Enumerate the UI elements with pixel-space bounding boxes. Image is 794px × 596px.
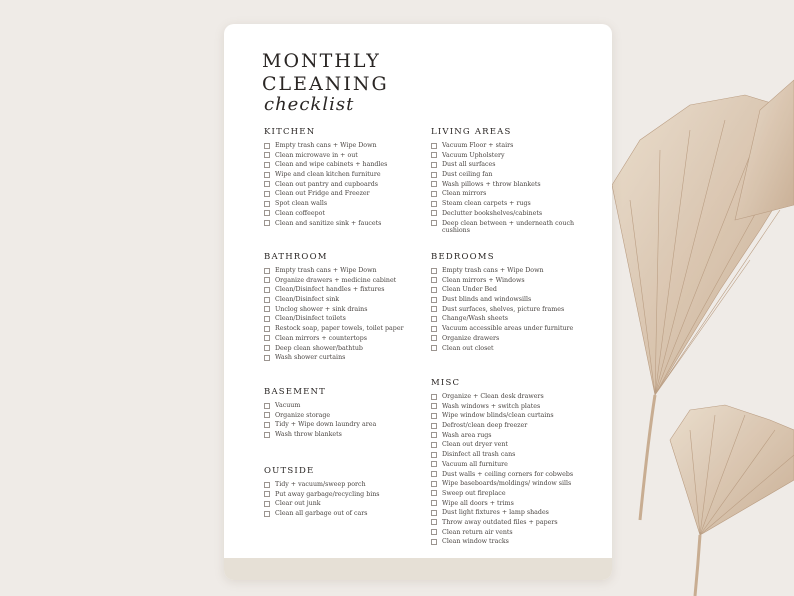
checkbox[interactable] — [431, 432, 437, 438]
checkbox[interactable] — [431, 326, 437, 332]
checkbox[interactable] — [431, 539, 437, 545]
checklist-item[interactable] — [431, 286, 601, 294]
checklist-item-label: Wash throw blankets — [275, 431, 342, 439]
checklist-item[interactable] — [431, 509, 601, 517]
checklist-item-label: Clean mirrors + countertops — [275, 334, 367, 342]
checklist-item[interactable] — [431, 422, 601, 430]
checkbox[interactable] — [431, 490, 437, 496]
checkbox[interactable] — [264, 210, 270, 216]
checklist-item[interactable] — [264, 220, 424, 228]
checklist-item[interactable] — [431, 210, 591, 218]
checklist-item[interactable] — [264, 315, 424, 323]
checklist-item-label: Dust light fixtures + lamp shades — [442, 509, 549, 517]
checklist-item[interactable] — [264, 491, 424, 499]
section-living-areas — [431, 127, 591, 237]
checklist-item-label: Clean out closet — [442, 344, 494, 352]
checkbox[interactable] — [264, 287, 270, 293]
checkbox[interactable] — [431, 461, 437, 467]
checkbox[interactable] — [264, 220, 270, 226]
checklist-item-label: Dust all surfaces — [442, 161, 496, 169]
checklist-item-label: Wash shower curtains — [275, 354, 346, 362]
checklist-item-label: Dust ceiling fan — [442, 171, 493, 179]
checklist-item-label: Wash windows + switch plates — [442, 402, 541, 410]
checkbox[interactable] — [264, 268, 270, 274]
section-heading: MISC — [431, 378, 461, 388]
checklist-item-label: Organize + Clean desk drawers — [442, 393, 544, 400]
checklist-item[interactable] — [431, 277, 601, 285]
checklist-item-label: Organize storage — [275, 411, 331, 419]
checkbox[interactable] — [431, 510, 437, 516]
checkbox[interactable] — [264, 511, 270, 517]
checklist-item-label: Clean out dryer vent — [442, 441, 508, 449]
checklist-item[interactable] — [264, 267, 424, 275]
checklist-item[interactable] — [431, 393, 601, 401]
checklist-sheet — [224, 24, 612, 580]
checklist-item-label: Vacuum accessible areas under furniture — [442, 325, 574, 333]
checklist-item[interactable] — [431, 296, 601, 304]
checkbox[interactable] — [431, 413, 437, 419]
checklist-item[interactable] — [264, 200, 424, 208]
checklist-item[interactable] — [264, 161, 424, 169]
checklist-item[interactable] — [431, 345, 601, 353]
checklist-item-label: Wipe baseboards/moldings/ window sills — [442, 480, 572, 488]
checklist-item-label: Wash pillows + throw blankets — [442, 180, 541, 188]
checklist-item-label: Deep clean between + underneath couch cushions — [442, 219, 575, 235]
checklist-item-label: Deep clean shower/bathtub — [275, 344, 363, 352]
checkbox[interactable] — [431, 394, 437, 400]
checkbox[interactable] — [431, 306, 437, 312]
checklist-item-label: Disinfect all trash cans — [442, 451, 516, 459]
checklist-item[interactable] — [264, 171, 424, 179]
checkbox[interactable] — [431, 143, 437, 149]
checklist-item-label: Clean out pantry and cupboards — [275, 180, 378, 188]
checkbox[interactable] — [264, 345, 270, 351]
checklist-item[interactable] — [431, 190, 591, 198]
checklist-item-label: Clean microwave in + out — [275, 151, 358, 159]
checkbox[interactable] — [264, 143, 270, 149]
checkbox[interactable] — [431, 403, 437, 409]
checklist-item-label: Declutter bookshelves/cabinets — [442, 209, 543, 217]
checklist-item-label: Dust walls + ceiling corners for cobwebs — [442, 470, 574, 478]
checklist-item[interactable] — [431, 181, 591, 189]
checklist-item[interactable] — [431, 538, 601, 546]
checkbox[interactable] — [264, 191, 270, 197]
checklist-item-label: Clean and sanitize sink + faucets — [275, 219, 382, 227]
checklist-item[interactable] — [264, 286, 424, 294]
checklist-item[interactable] — [431, 441, 601, 449]
checklist-item-label: Clean mirrors — [442, 190, 487, 198]
checklist-item-label: Unclog shower + sink drains — [275, 305, 368, 313]
checklist-item[interactable] — [431, 490, 601, 498]
section-heading: KITCHEN — [264, 127, 316, 137]
checklist-item-label: Clean all garbage out of cars — [275, 510, 368, 518]
checkbox[interactable] — [431, 277, 437, 283]
checklist-item-label: Empty trash cans + Wipe Down — [275, 142, 377, 149]
checklist-item-label: Put away garbage/recycling bins — [275, 490, 380, 498]
checklist-item[interactable] — [264, 296, 424, 304]
checklist-item-label: Tidy + Wipe down laundry area — [275, 421, 377, 429]
checklist-item[interactable] — [431, 403, 601, 411]
checkbox[interactable] — [264, 277, 270, 283]
checklist-item[interactable] — [431, 529, 601, 537]
checklist-item[interactable] — [264, 142, 424, 150]
checkbox[interactable] — [264, 306, 270, 312]
checkbox[interactable] — [431, 500, 437, 506]
checklist-item[interactable] — [264, 510, 424, 518]
checkbox[interactable] — [431, 172, 437, 178]
checklist-item-label: Clean return air vents — [442, 528, 513, 536]
checkbox[interactable] — [264, 482, 270, 488]
script-subtitle: checklist — [264, 94, 355, 115]
checklist-item-label: Clean window tracks — [442, 538, 509, 546]
checklist-item-label: Clean coffeepot — [275, 209, 325, 217]
checklist-item[interactable] — [431, 267, 601, 275]
checklist-item[interactable] — [431, 335, 601, 343]
checklist-item[interactable] — [264, 412, 424, 420]
checklist-item[interactable] — [431, 412, 601, 420]
checklist-item-label: Empty trash cans + Wipe Down — [275, 267, 377, 274]
checklist-item[interactable] — [431, 451, 601, 459]
checklist-item-label: Empty trash cans + Wipe Down — [442, 267, 544, 274]
checkbox[interactable] — [264, 162, 270, 168]
checklist-item[interactable] — [431, 315, 601, 323]
checklist-item[interactable] — [264, 500, 424, 508]
checklist-item-label: Tidy + vacuum/sweep porch — [275, 481, 366, 488]
checklist-item[interactable] — [431, 325, 601, 333]
section-heading: OUTSIDE — [264, 466, 315, 476]
checklist-item-label: Wipe all doors + trims — [442, 499, 514, 507]
checklist-item-label: Change/Wash sheets — [442, 315, 509, 323]
checkbox[interactable] — [431, 345, 437, 351]
checklist-item[interactable] — [264, 481, 424, 489]
checklist-item-label: Restock soap, paper towels, toilet paper — [275, 325, 404, 333]
checkbox[interactable] — [264, 335, 270, 341]
section-bedrooms — [431, 252, 601, 354]
checklist-item[interactable] — [431, 200, 591, 208]
checkbox[interactable] — [264, 326, 270, 332]
footer-band — [224, 558, 612, 580]
checklist-item-label: Clean/Disinfect handles + fixtures — [275, 286, 385, 294]
checklist-item-label: Wash area rugs — [442, 431, 492, 439]
checkbox[interactable] — [431, 471, 437, 477]
section-heading: LIVING AREAS — [431, 127, 512, 137]
checklist-item-label: Wipe and clean kitchen furniture — [275, 171, 381, 179]
section-heading: BEDROOMS — [431, 252, 495, 262]
checklist-item-label: Spot clean walls — [275, 200, 328, 208]
checklist-item-label: Vacuum all furniture — [442, 460, 508, 468]
checklist-item-label: Defrost/clean deep freezer — [442, 422, 528, 430]
checklist-item[interactable] — [264, 431, 424, 439]
checkbox[interactable] — [431, 191, 437, 197]
section-outside — [264, 466, 424, 520]
section-kitchen — [264, 127, 424, 229]
checklist-item[interactable] — [431, 461, 601, 469]
checklist-item-label: Clean out Fridge and Freezer — [275, 190, 370, 198]
checklist-item-label: Throw away outdated files + papers — [442, 518, 558, 526]
checklist-item[interactable] — [431, 306, 601, 314]
checklist-item-label: Wipe window blinds/clean curtains — [442, 412, 554, 420]
checkbox[interactable] — [264, 172, 270, 178]
checklist-item-label: Clean Under Bed — [442, 286, 497, 294]
checkbox[interactable] — [264, 355, 270, 361]
checklist-item[interactable] — [431, 471, 601, 479]
checklist-item-label: Sweep out fireplace — [442, 489, 506, 497]
checkbox[interactable] — [264, 181, 270, 187]
checklist-item-label: Dust surfaces, shelves, picture frames — [442, 305, 565, 313]
checklist-item-label: Organize drawers — [442, 334, 500, 342]
checklist-item[interactable] — [431, 161, 591, 169]
checklist-item-label: Clean/Disinfect sink — [275, 296, 340, 304]
checkbox[interactable] — [431, 452, 437, 458]
checkbox[interactable] — [264, 297, 270, 303]
checkbox[interactable] — [264, 201, 270, 207]
section-basement — [264, 387, 424, 441]
checklist-item-label: Clean/Disinfect toilets — [275, 315, 346, 323]
section-heading: BATHROOM — [264, 252, 328, 262]
checklist-item[interactable] — [264, 277, 424, 285]
checklist-item-label: Clear out junk — [275, 500, 321, 508]
checklist-item-label: Vacuum — [275, 402, 301, 409]
checkbox[interactable] — [431, 220, 437, 226]
checkbox[interactable] — [431, 519, 437, 525]
checkbox[interactable] — [264, 316, 270, 322]
checklist-item[interactable] — [431, 480, 601, 488]
checklist-item[interactable] — [264, 354, 424, 362]
checkbox[interactable] — [431, 423, 437, 429]
checklist-item[interactable] — [264, 306, 424, 314]
checklist-item[interactable] — [264, 325, 424, 333]
checklist-item[interactable] — [431, 142, 591, 150]
checkbox[interactable] — [264, 491, 270, 497]
checklist-item-label: Organize drawers + medicine cabinet — [275, 276, 397, 284]
checklist-item[interactable] — [431, 432, 601, 440]
checkbox[interactable] — [431, 442, 437, 448]
checklist-item[interactable] — [264, 210, 424, 218]
checklist-item-label: Dust blinds and windowsills — [442, 296, 532, 304]
checkbox[interactable] — [264, 422, 270, 428]
checkbox[interactable] — [431, 297, 437, 303]
checklist-item[interactable] — [264, 152, 424, 160]
checkbox[interactable] — [431, 210, 437, 216]
checklist-item[interactable] — [264, 190, 424, 198]
checklist-item-label: Clean and wipe cabinets + handles — [275, 161, 388, 169]
checklist-item-label: Steam clean carpets + rugs — [442, 200, 531, 208]
checkbox[interactable] — [431, 335, 437, 341]
checklist-item[interactable] — [431, 171, 591, 179]
checkbox[interactable] — [264, 432, 270, 438]
checklist-item[interactable] — [431, 152, 591, 160]
checkbox[interactable] — [264, 501, 270, 507]
checklist-item[interactable] — [431, 519, 601, 527]
checklist-item[interactable] — [264, 335, 424, 343]
section-misc — [431, 378, 601, 548]
checkbox[interactable] — [431, 481, 437, 487]
checkbox[interactable] — [431, 201, 437, 207]
page-title: MONTHLY CLEANING — [262, 50, 389, 95]
checklist-item[interactable] — [264, 421, 424, 429]
checklist-item[interactable] — [431, 500, 601, 508]
checkbox[interactable] — [431, 316, 437, 322]
checklist-item-label: Vacuum Upholstery — [442, 151, 505, 159]
checkbox[interactable] — [431, 181, 437, 187]
checkbox[interactable] — [431, 287, 437, 293]
checklist-item[interactable] — [264, 181, 424, 189]
checklist-item-label: Clean mirrors + Windows — [442, 276, 525, 284]
checkbox[interactable] — [264, 152, 270, 158]
checklist-item-label: Vacuum Floor + stairs — [442, 142, 514, 149]
checklist-item[interactable] — [431, 220, 591, 235]
checkbox[interactable] — [431, 152, 437, 158]
checkbox[interactable] — [431, 162, 437, 168]
checkbox[interactable] — [264, 403, 270, 409]
checkbox[interactable] — [264, 412, 270, 418]
checklist-item[interactable] — [264, 402, 424, 410]
checkbox[interactable] — [431, 268, 437, 274]
section-heading: BASEMENT — [264, 387, 327, 397]
checklist-item[interactable] — [264, 345, 424, 353]
checkbox[interactable] — [431, 529, 437, 535]
section-bathroom — [264, 252, 424, 364]
